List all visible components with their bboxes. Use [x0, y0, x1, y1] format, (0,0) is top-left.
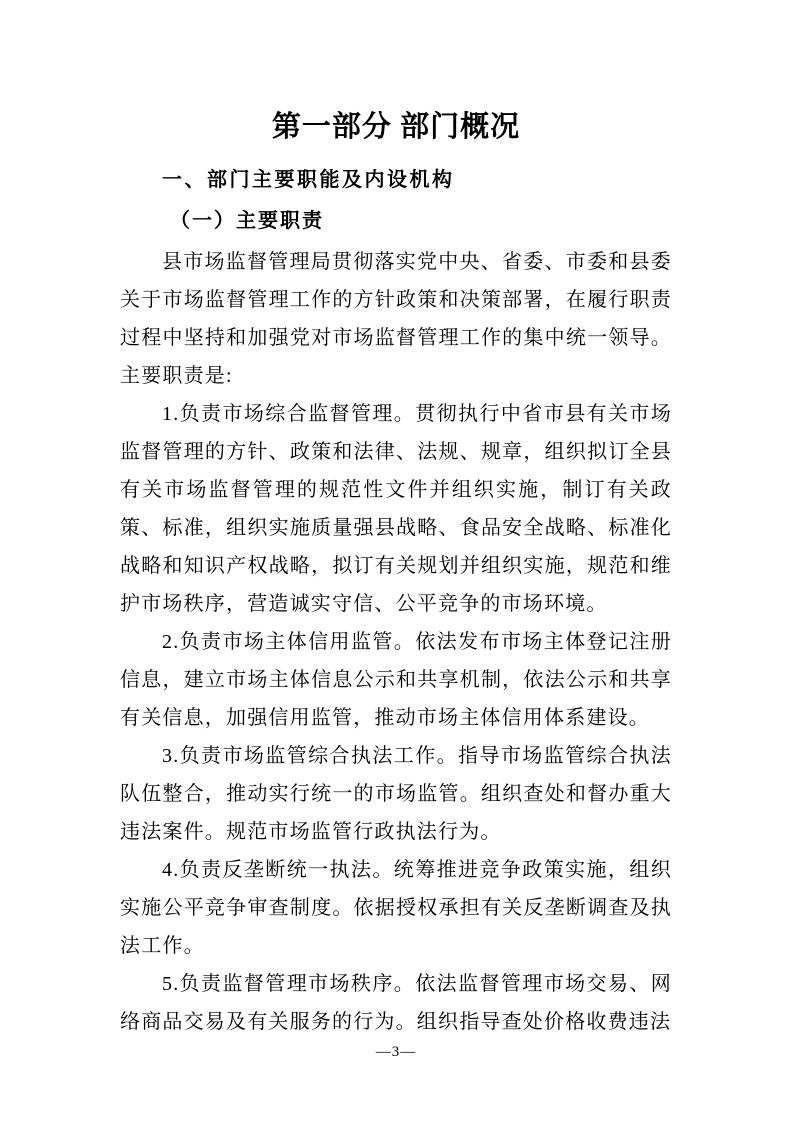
body-text — [120, 243, 672, 1041]
paragraph-duty-2: 2.负责市场主体信用监管。依法发布市场主体登记注册信息，建立市场主体信息公示和共享机制，依法公示和共享有关信息，加强信用监管，推动市场主体信用体系建设。 — [120, 631, 672, 729]
page-number: —3— — [375, 1044, 417, 1060]
subsection-heading: （一）主要职责 — [170, 210, 324, 232]
page-title: 第一部分 部门概况 — [271, 111, 521, 143]
paragraph-duty-3: 3.负责市场监管综合执法工作。指导市场监管综合执法队伍整合，推动实行统一的市场监管。组织查处和督办重大违法案件。规范市场监管行政执法行为。 — [120, 745, 672, 843]
paragraph-duty-1: 1.负责市场综合监督管理。贯彻执行中省市县有关市场监督管理的方针、政策和法律、法规、规章，组织拟订全县有关市场监督管理的规范性文件并组织实施，制订有关政策、标准，组织实施质量强县战略、食品安全战略、标准化战略和知识产权战略，拟订有关规划并组织实施，规范和维护市场秩序，营造诚实守信、公平竞争的市场环境。 — [120, 403, 672, 615]
section-heading: 一、部门主要职能及内设机构 — [162, 169, 455, 191]
paragraph-intro: 县市场监督管理局贯彻落实党中央、省委、市委和县委关于市场监督管理工作的方针政策和决策部署，在履行职责过程中坚持和加强党对市场监督管理工作的集中统一领导。主要职责是: — [120, 251, 672, 387]
paragraph-duty-5: 5.负责监督管理市场秩序。依法监督管理市场交易、网络商品交易及有关服务的行为。组织指导查处价格收费违法 — [120, 973, 672, 1033]
paragraph-duty-4: 4.负责反垄断统一执法。统筹推进竞争政策实施，组织实施公平竞争审查制度。依据授权承担有关反垄断调查及执法工作。 — [120, 859, 672, 957]
